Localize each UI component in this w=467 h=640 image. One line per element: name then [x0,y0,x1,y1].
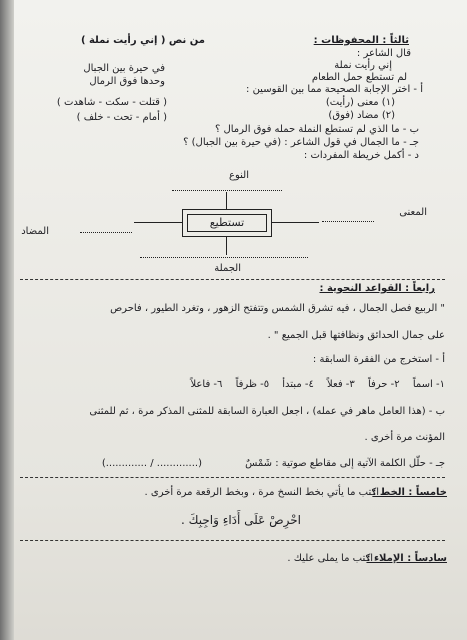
vocab-meaning-label: المعنى [399,207,427,218]
connector-right [271,222,319,223]
connector-top [226,192,227,209]
grammar-passage-line2: على جمال الحدائق ونظافتها قبل الجميع " . [267,330,445,341]
divider [20,540,445,541]
poem-line2-right: لم تستطع حمل الطعام [311,72,407,83]
grammar-items [180,379,445,391]
grammar-item: ٦- فاعلاً [190,379,223,390]
section3-title: ثالثاً : المحفوظات : [313,35,409,46]
grammar-q-a: أ - استخرج من الفقرة السابقة : [312,354,445,365]
meaning-answer-line[interactable] [322,221,374,222]
vocab-type-label: النوع [229,170,249,181]
q-b: ب - ما الذي لم تستطع النملة حمله فوق الرمال ؟ [214,124,419,135]
center-word: تستطيع [187,214,267,232]
connector-bottom [226,236,227,255]
vocab-sentence-label: الجملة [214,263,241,274]
poem-line1-left: في حيرة بين الجبال [83,63,165,74]
section4-title: رابعاً : القواعد النحوية : [319,283,435,294]
grammar-passage-line1: " الربيع فصل الجمال ، فيه تشرق الشمس وتتفتح الزهور ، وتغرد الطيور ، فاحرص [110,303,445,314]
dictation-instruction: اكتب ما يملى عليك . [287,553,373,564]
handwriting-instruction: اكتب ما يأتي بخط النسخ مرة ، وبخط الرقعة مرة أخرى . [144,487,379,498]
poem-line2-left: وحدها فوق الرمال [89,76,165,87]
q1-options2: ( أمام - تحت - خلف ) [76,112,167,123]
syllable-blanks[interactable]: (............. / .............) [101,458,202,469]
grammar-item: ٢- حرفاً [367,379,400,390]
connector-left [134,222,182,223]
opposite-answer-line[interactable] [80,232,132,233]
q-d: د - أكمل خريطة المفردات : [303,150,419,161]
q-c: جـ - ما الجمال في قول الشاعر : (في حيرة بين الجبال) ؟ [183,137,419,148]
grammar-item: ٥- ظرفاً [235,379,270,390]
section6-title: سادساً : الإملاء : [366,553,447,564]
q1-item2: (٢) مضاد (فوق) [328,110,395,121]
passage-label: من نص ( إني رأيت نملة ) [80,35,205,46]
sentence-answer-line[interactable] [140,257,308,258]
divider [20,477,445,478]
poet-said: قال الشاعر : [356,48,411,59]
grammar-item: ٣- فعلاً [327,379,355,390]
grammar-q-b-line2: المؤنث مرة أخرى . [364,432,445,443]
grammar-item: ١- اسماً [412,379,445,390]
poem-line1-right: إني رأيت نملة [334,60,392,71]
type-answer-line[interactable] [172,190,282,191]
grammar-q-b-line1: ب - (هذا العامل ماهر في عمله) ، اجعل العبارة السابقة للمثنى المذكر مرة ، ثم للمثنى [89,406,445,417]
q1-item1: (١) معنى (رأيت) [325,97,395,108]
q1-options1: ( قتلت - سكت - شاهدت ) [56,97,167,108]
section5-title: خامساً : الخط : [372,487,447,498]
divider [20,279,445,280]
vocab-opposite-label: المضاد [21,226,49,237]
center-word-box [182,209,272,237]
handwriting-sentence: احْرِصْ عَلَى أَدَاءِ وَاجِبِكَ . [180,513,301,527]
grammar-q-c: جـ - حلّل الكلمة الآتية إلى مقاطع صوتية : شَمْسٌ [245,458,445,469]
q1-prompt: أ - اختر الإجابة الصحيحة مما بين القوسين : [246,84,423,95]
grammar-item: ٤- مبتدأ [282,379,314,390]
